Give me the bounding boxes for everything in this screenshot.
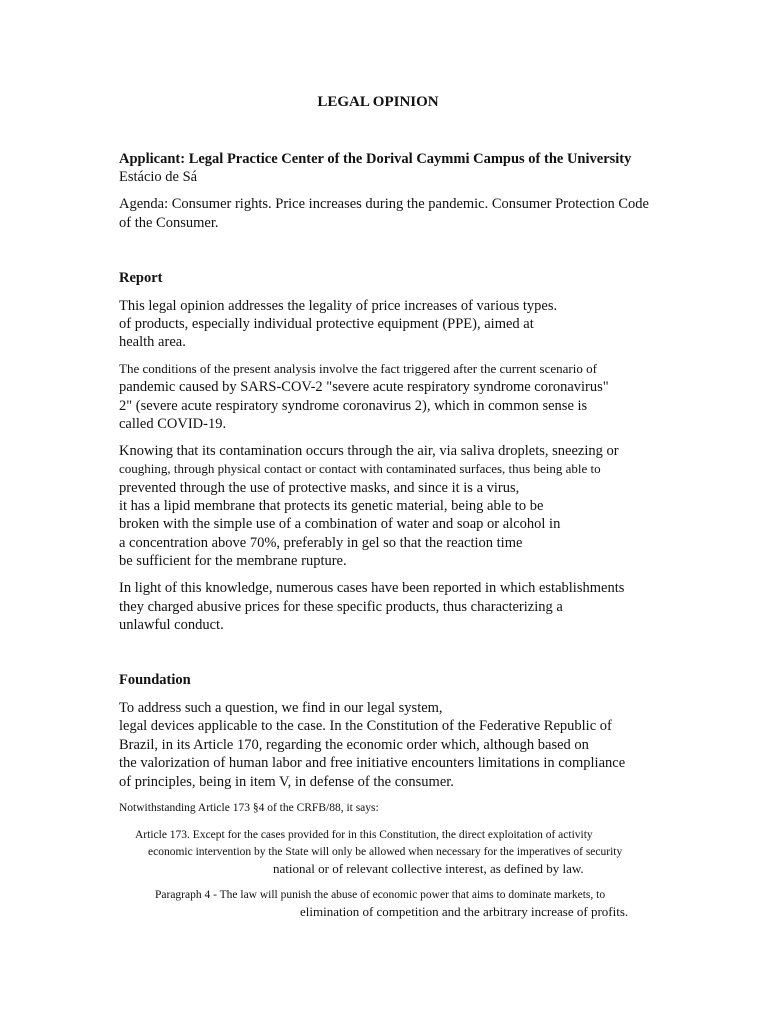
report-p4-line: they charged abusive prices for these specific products, thus characterizing a bbox=[119, 599, 563, 615]
report-p1-line: health area. bbox=[119, 334, 186, 350]
report-p3-line: Knowing that its contamination occurs through the air, via saliva droplets, sneezing or bbox=[119, 443, 619, 459]
agenda-line-2: of the Consumer. bbox=[119, 215, 219, 231]
foundation-p1-line: To address such a question, we find in our legal system, bbox=[119, 700, 443, 716]
page-title: LEGAL OPINION bbox=[317, 94, 439, 110]
foundation-p1-line: legal devices applicable to the case. In the Constitution of the Federative Republic of bbox=[119, 718, 612, 734]
paragraph-4-line: Paragraph 4 - The law will punish the abuse of economic power that aims to dominate markets, to bbox=[155, 889, 606, 901]
report-p3-line: broken with the simple use of a combination of water and soap or alcohol in bbox=[119, 516, 561, 532]
article-173-line: Article 173. Except for the cases provided for in this Constitution, the direct exploitation of activity bbox=[135, 829, 593, 841]
report-p4-line: unlawful conduct. bbox=[119, 617, 224, 633]
report-p3-line: be sufficient for the membrane rupture. bbox=[119, 553, 347, 569]
report-p3-line: it has a lipid membrane that protects its genetic material, being able to be bbox=[119, 498, 544, 514]
foundation-heading: Foundation bbox=[119, 672, 191, 688]
report-p2-line: called COVID-19. bbox=[119, 416, 227, 432]
report-heading: Report bbox=[119, 270, 163, 286]
foundation-p1-line: Brazil, in its Article 170, regarding the economic order which, although based on bbox=[119, 737, 589, 753]
article-173-line: economic intervention by the State will only be allowed when necessary for the imperatives of security bbox=[148, 846, 623, 858]
report-p3-line: coughing, through physical contact or contact with contaminated surfaces, thus being able to bbox=[119, 461, 601, 476]
report-p3-line: prevented through the use of protective masks, and since it is a virus, bbox=[119, 480, 520, 496]
report-p1-line: This legal opinion addresses the legality of price increases of various types. bbox=[119, 298, 558, 314]
notwithstanding-line: Notwithstanding Article 173 §4 of the CRFB/88, it says: bbox=[119, 802, 379, 814]
foundation-p1-line: of principles, being in item V, in defense of the consumer. bbox=[119, 774, 454, 790]
report-p2-line: pandemic caused by SARS-COV-2 "severe acute respiratory syndrome coronavirus" bbox=[119, 379, 609, 395]
report-p2-line: The conditions of the present analysis involve the fact triggered after the current scenario of bbox=[119, 361, 597, 376]
report-p4-line: In light of this knowledge, numerous cases have been reported in which establishments bbox=[119, 580, 625, 596]
article-173-line: national or of relevant collective interest, as defined by law. bbox=[273, 861, 584, 876]
report-p3-line: a concentration above 70%, preferably in gel so that the reaction time bbox=[119, 535, 523, 551]
paragraph-4-line: elimination of competition and the arbitrary increase of profits. bbox=[300, 904, 629, 919]
agenda-line-1: Agenda: Consumer rights. Price increases during the pandemic. Consumer Protection Code bbox=[119, 196, 649, 212]
applicant-line-1: Applicant: Legal Practice Center of the Dorival Caymmi Campus of the University bbox=[119, 151, 632, 167]
report-p1-line: of products, especially individual protective equipment (PPE), aimed at bbox=[119, 316, 534, 332]
report-p2-line: 2" (severe acute respiratory syndrome coronavirus 2), which in common sense is bbox=[119, 398, 588, 414]
foundation-p1-line: the valorization of human labor and free initiative encounters limitations in compliance bbox=[119, 755, 626, 771]
applicant-line-2: Estácio de Sá bbox=[119, 169, 198, 185]
